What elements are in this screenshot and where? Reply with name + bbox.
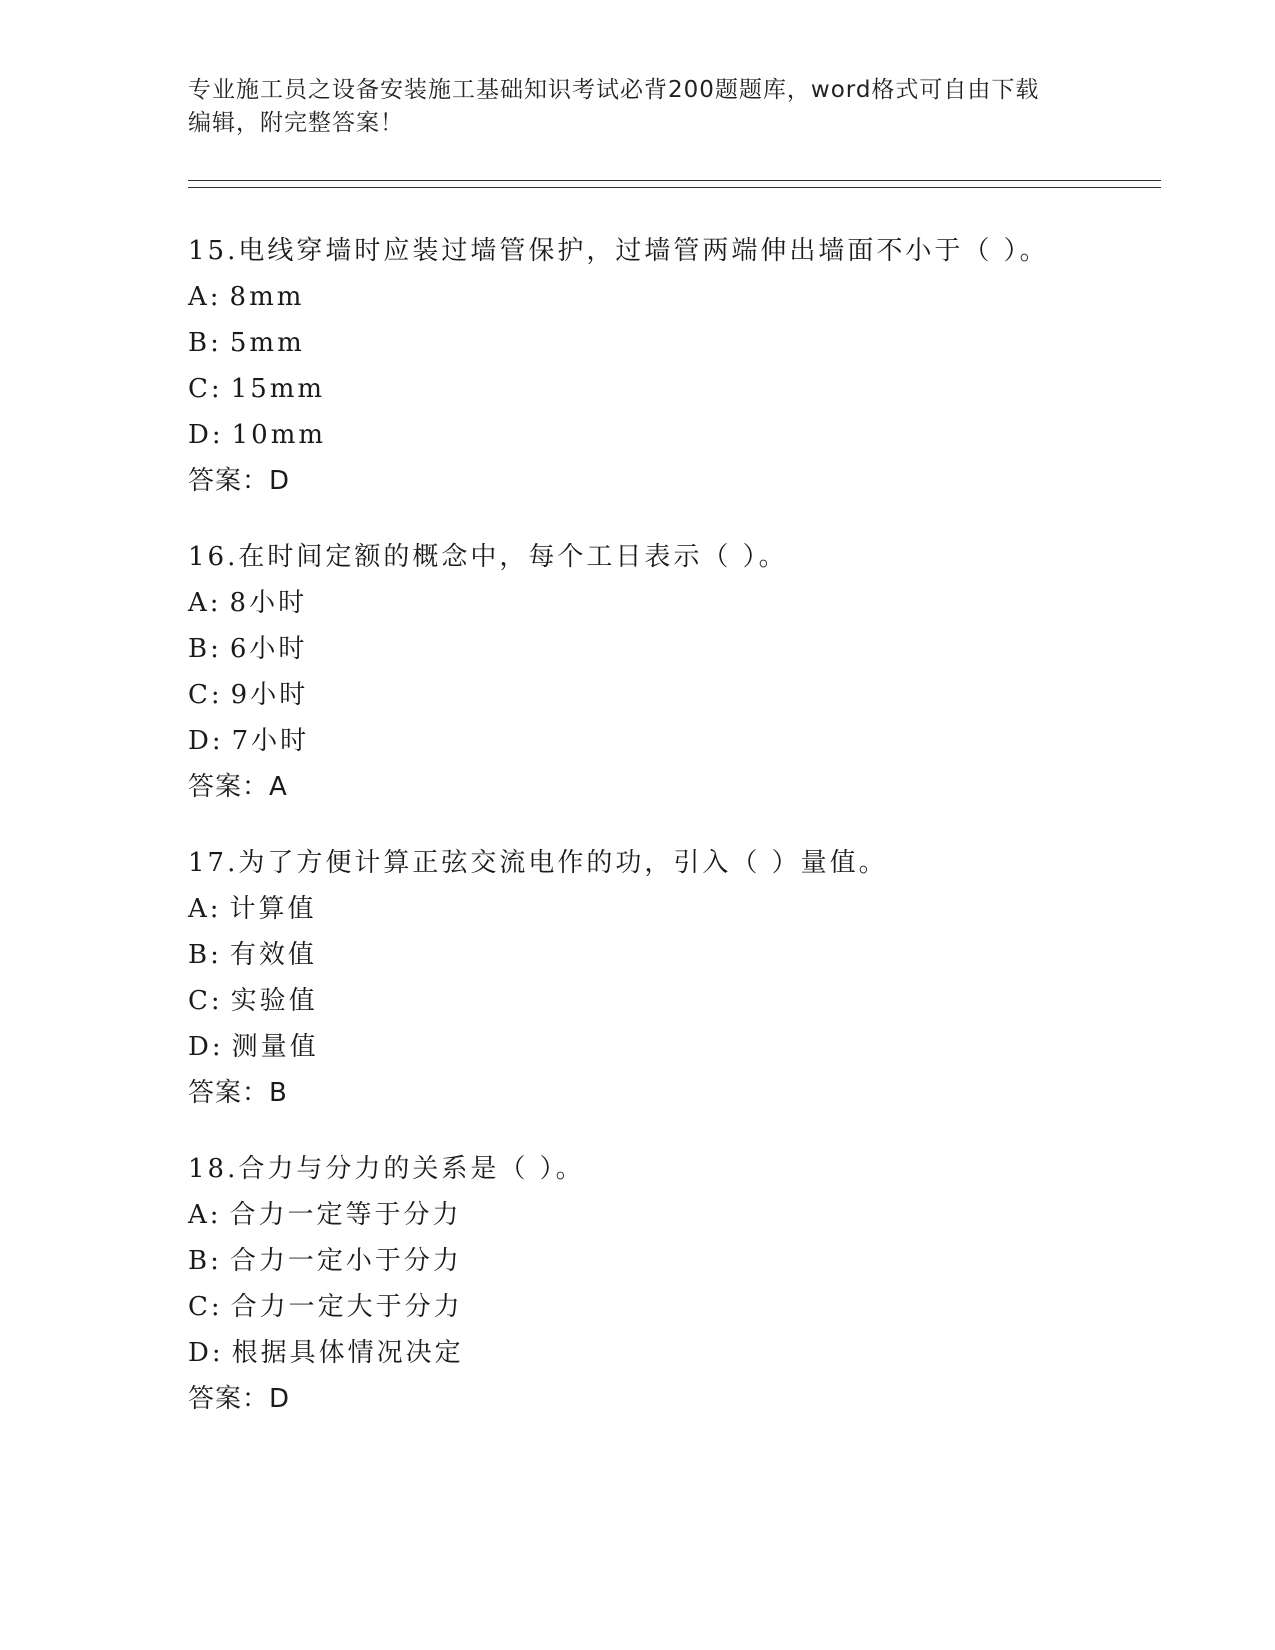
option-text: 8小时 bbox=[229, 588, 308, 618]
option-letter: A bbox=[188, 1200, 210, 1230]
option-letter: D bbox=[188, 420, 212, 450]
option-a: A: 合力一定等于分力 bbox=[188, 1200, 462, 1230]
question-stem: 17.为了方便计算正弦交流电作的功，引入（ ）量值。 bbox=[188, 848, 888, 878]
option-text: 根据具体情况决定 bbox=[231, 1338, 464, 1368]
document-title-line-2: 编辑，附完整答案！ bbox=[188, 110, 404, 136]
option-letter: A bbox=[188, 282, 210, 312]
question-16 bbox=[188, 542, 1168, 818]
option-letter: D bbox=[188, 1338, 212, 1368]
option-c: C: 实验值 bbox=[188, 986, 318, 1016]
answer-line bbox=[188, 1078, 1168, 1124]
option-letter: C bbox=[188, 680, 211, 710]
answer-line bbox=[188, 772, 1168, 818]
option-b: B: 5mm bbox=[188, 328, 305, 358]
answer-line bbox=[188, 466, 1168, 512]
option-text: 5mm bbox=[229, 328, 305, 358]
option-letter: B bbox=[188, 940, 211, 970]
option-c: C: 9小时 bbox=[188, 680, 309, 710]
document-title-line-1: 专业施工员之设备安装施工基础知识考试必背200题题库，word格式可自由下载 bbox=[188, 77, 1040, 103]
document-header bbox=[188, 74, 1088, 140]
question-17 bbox=[188, 848, 1168, 1124]
option-letter: A bbox=[188, 894, 210, 924]
answer-value: D bbox=[269, 466, 291, 496]
option-text: 合力一定等于分力 bbox=[229, 1200, 462, 1230]
option-letter: C bbox=[188, 1292, 211, 1322]
option-letter: D bbox=[188, 726, 212, 756]
option-c: C: 15mm bbox=[188, 374, 326, 404]
header-double-rule bbox=[188, 180, 1161, 188]
option-text: 有效值 bbox=[229, 940, 317, 970]
question-15 bbox=[188, 236, 1168, 512]
option-letter: A bbox=[188, 588, 210, 618]
option-text: 计算值 bbox=[229, 894, 317, 924]
option-text: 10mm bbox=[231, 420, 327, 450]
option-text: 8mm bbox=[229, 282, 305, 312]
option-text: 合力一定小于分力 bbox=[229, 1246, 462, 1276]
answer-line bbox=[188, 1384, 1168, 1430]
option-a: A: 计算值 bbox=[188, 894, 317, 924]
answer-label: 答案： bbox=[188, 466, 270, 496]
answer-value: D bbox=[269, 1384, 291, 1414]
option-b: B: 合力一定小于分力 bbox=[188, 1246, 462, 1276]
option-c: C: 合力一定大于分力 bbox=[188, 1292, 463, 1322]
option-d: D: 7小时 bbox=[188, 726, 310, 756]
option-text: 9小时 bbox=[230, 680, 309, 710]
answer-label: 答案： bbox=[188, 1384, 270, 1414]
option-d: D: 测量值 bbox=[188, 1032, 319, 1062]
option-letter: D bbox=[188, 1032, 212, 1062]
answer-label: 答案： bbox=[188, 1078, 270, 1108]
option-d: D: 根据具体情况决定 bbox=[188, 1338, 464, 1368]
question-stem: 15.电线穿墙时应装过墙管保护，过墙管两端伸出墙面不小于（ ）。 bbox=[188, 236, 1049, 266]
question-stem: 18.合力与分力的关系是（ ）。 bbox=[188, 1154, 585, 1184]
option-text: 15mm bbox=[230, 374, 326, 404]
option-letter: B bbox=[188, 634, 211, 664]
answer-value: B bbox=[269, 1078, 288, 1108]
option-b: B: 有效值 bbox=[188, 940, 317, 970]
option-d: D: 10mm bbox=[188, 420, 327, 450]
option-a: A: 8小时 bbox=[188, 588, 308, 618]
option-a: A: 8mm bbox=[188, 282, 305, 312]
question-18 bbox=[188, 1154, 1168, 1430]
option-text: 实验值 bbox=[230, 986, 318, 1016]
option-text: 合力一定大于分力 bbox=[230, 1292, 463, 1322]
option-letter: B bbox=[188, 1246, 211, 1276]
option-letter: B bbox=[188, 328, 211, 358]
option-letter: C bbox=[188, 986, 211, 1016]
option-text: 6小时 bbox=[229, 634, 308, 664]
option-letter: C bbox=[188, 374, 211, 404]
answer-value: A bbox=[269, 772, 288, 802]
option-text: 7小时 bbox=[231, 726, 310, 756]
answer-label: 答案： bbox=[188, 772, 270, 802]
question-stem: 16.在时间定额的概念中，每个工日表示（ ）。 bbox=[188, 542, 788, 572]
option-b: B: 6小时 bbox=[188, 634, 308, 664]
option-text: 测量值 bbox=[231, 1032, 319, 1062]
